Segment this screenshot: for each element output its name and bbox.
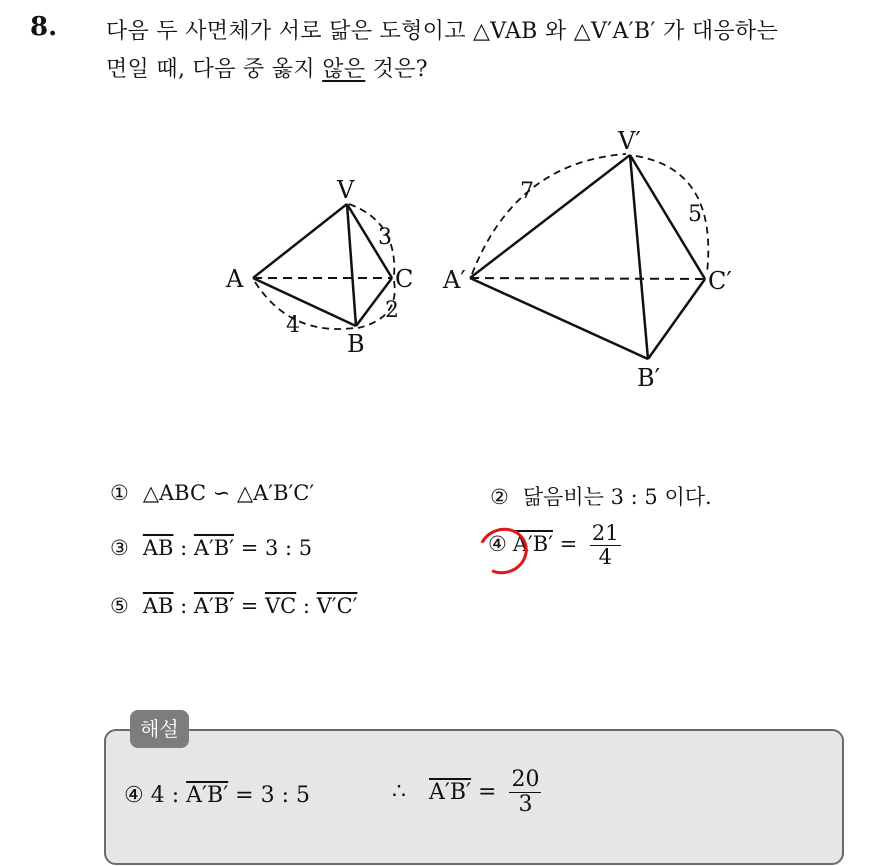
- choice-5-sep2: :: [296, 594, 317, 618]
- choice-4-denominator: 4: [598, 545, 612, 570]
- solution-line2: [392, 768, 541, 817]
- edge-A'B': [470, 278, 648, 359]
- choice-4-mark: ④: [488, 532, 507, 557]
- solution-denominator: 3: [518, 792, 533, 818]
- choice-3[interactable]: [110, 536, 312, 560]
- choice-5-eq: =: [234, 594, 265, 618]
- choice-5-sep1: :: [173, 594, 194, 618]
- choice-5-seg-V'C': V′C′: [316, 594, 358, 618]
- question-emphasis: 않은: [322, 57, 366, 82]
- label-V-prime: V′: [618, 127, 641, 155]
- choice-2-text: 닮음비는 3 : 5 이다.: [522, 485, 712, 509]
- choice-1-text: △ABC ∽ △A′B′C′: [142, 481, 315, 505]
- choice-3-sep: :: [173, 536, 194, 560]
- choice-5-seg-A'B': A′B′: [193, 594, 235, 618]
- label-A: A: [226, 265, 244, 293]
- edge-VB: [347, 204, 356, 326]
- edge-A'V': [470, 155, 630, 278]
- choice-5-seg-AB: $\overline{AB}$: [142, 594, 174, 618]
- label-A-prime: A′: [443, 266, 466, 294]
- solution-seg-A'B': A′B′: [186, 783, 229, 808]
- edge-A'C'-hidden: [470, 278, 705, 279]
- choice-4-fraction: [590, 522, 621, 569]
- length-AB: 4: [286, 313, 300, 338]
- choice-5-seg-VC: $\overline{VC}$: [264, 594, 297, 618]
- solution-mark: ④: [124, 783, 144, 808]
- solution-tag: 해설: [130, 710, 189, 748]
- choice-2-mark: ②: [490, 485, 509, 509]
- edge-V'B': [630, 155, 648, 359]
- choice-3-mark: ③: [110, 536, 129, 560]
- edge-AV: [253, 204, 347, 278]
- solution-eq: =: [471, 779, 504, 805]
- solution-numerator: 20: [511, 767, 540, 792]
- length-V'C': 5: [688, 202, 702, 227]
- length-VC: 3: [378, 225, 392, 250]
- arc-A'V': [472, 154, 626, 274]
- solution-seg2-A'B': A′B′: [429, 779, 472, 805]
- label-B: B: [347, 330, 365, 358]
- choice-5[interactable]: [110, 594, 357, 618]
- choice-3-seg-AB: $\overline{AB}$: [142, 536, 174, 560]
- choice-4-numerator: 21: [591, 521, 619, 545]
- question-text-pre: 면일 때, 다음 중 옳지: [106, 57, 323, 82]
- choice-5-mark: ⑤: [110, 594, 129, 618]
- choice-1[interactable]: [110, 481, 314, 505]
- edge-B'C': [648, 279, 705, 359]
- question-number: 8.: [30, 12, 58, 42]
- arc-AB: [255, 282, 354, 329]
- label-C: C: [395, 265, 414, 293]
- solution-line1: [124, 783, 310, 808]
- solution-fraction: [509, 768, 541, 817]
- choice-1-mark: ①: [110, 481, 129, 505]
- small-tetrahedron: [253, 204, 395, 329]
- question-text-post: 것은?: [365, 57, 428, 82]
- choice-4-eq: =: [552, 532, 584, 557]
- choice-2[interactable]: [490, 481, 712, 511]
- large-tetrahedron: [470, 154, 708, 359]
- question-text-line1: 다음 두 사면체가 서로 닮은 도형이고 △VAB 와 △V′A′B′ 가 대응하는: [106, 19, 779, 44]
- solution-part1: 4 :: [150, 783, 187, 808]
- therefore-symbol: ∴: [392, 779, 406, 805]
- length-BC: 2: [385, 298, 399, 323]
- edge-AB: [253, 278, 356, 326]
- choice-3-seg-A'B': A′B′: [193, 536, 235, 560]
- choice-3-rest: = 3 : 5: [234, 536, 313, 560]
- choice-4-seg-A'B': A′B′: [512, 532, 553, 557]
- label-B-prime: B′: [637, 364, 661, 392]
- solution-part2: = 3 : 5: [228, 783, 310, 808]
- length-V'A': 7: [520, 179, 534, 204]
- label-V: V: [337, 176, 355, 204]
- label-C-prime: C′: [708, 267, 732, 295]
